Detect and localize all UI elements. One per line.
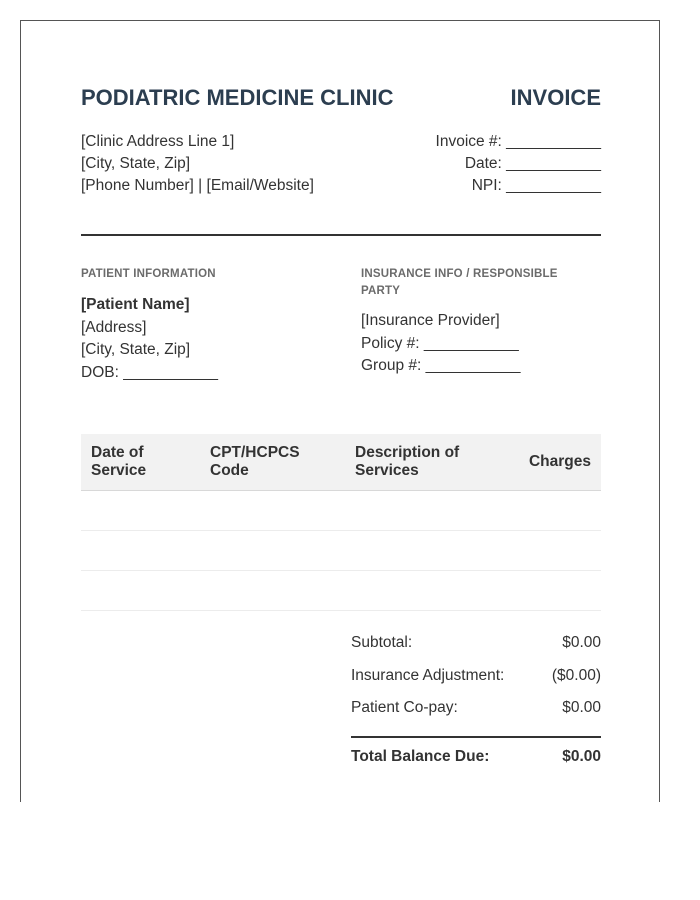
clinic-city-state-zip: [City, State, Zip] — [81, 155, 191, 172]
column-header-description: Description of Services — [345, 434, 505, 490]
table-row — [81, 570, 601, 610]
patient-name: [Patient Name] — [81, 296, 190, 313]
insurance-adjustment-value: ($0.00) — [551, 666, 601, 684]
insurance-provider: [Insurance Provider] — [361, 312, 500, 329]
invoice-number-field: Invoice #: ___________ — [435, 133, 601, 150]
subtotal-row — [351, 632, 601, 665]
table-cell — [200, 490, 345, 530]
invoice-page — [20, 20, 660, 802]
table-header-row — [81, 434, 601, 490]
copay-label: Patient Co-pay: — [351, 699, 458, 716]
total-balance-label: Total Balance Due: — [351, 747, 490, 765]
patient-dob: DOB: ___________ — [81, 363, 219, 381]
table-cell — [200, 570, 345, 610]
insurance-adjustment-label: Insurance Adjustment: — [351, 666, 505, 684]
patient-section-label: PATIENT INFORMATION — [81, 268, 216, 280]
table-cell — [200, 530, 345, 570]
invoice-header — [81, 85, 601, 115]
invoice-date-field: Date: ___________ — [464, 155, 601, 172]
insurance-label-line2: PARTY — [361, 285, 401, 297]
total-balance-row — [351, 748, 601, 778]
insurance-section-label — [361, 266, 601, 300]
table-cell — [345, 530, 505, 570]
insurance-label-line1: INSURANCE INFO / RESPONSIBLE — [361, 268, 558, 280]
table-cell — [81, 530, 200, 570]
copay-row — [351, 697, 601, 730]
table-cell — [81, 490, 200, 530]
table-cell — [505, 530, 601, 570]
clinic-address-line: [Clinic Address Line 1] — [81, 133, 235, 150]
npi-field: NPI: ___________ — [471, 177, 601, 194]
clinic-info — [81, 131, 314, 197]
header-divider — [81, 234, 601, 236]
subtotal-value: $0.00 — [562, 634, 601, 651]
copay-value: $0.00 — [562, 699, 601, 716]
subtotal-label: Subtotal: — [351, 634, 413, 651]
table-cell — [505, 570, 601, 610]
patient-address: [Address] — [81, 318, 147, 336]
patient-information — [81, 266, 331, 384]
column-header-date: Date of Service — [81, 434, 200, 490]
table-cell — [345, 490, 505, 530]
insurance-information — [361, 266, 601, 378]
column-header-code: CPT/HCPCS Code — [200, 434, 345, 490]
services-table — [81, 434, 601, 611]
document-title: INVOICE — [510, 85, 601, 110]
group-number-field: Group #: ___________ — [361, 357, 521, 374]
patient-city-state-zip: [City, State, Zip] — [81, 341, 191, 358]
total-balance-value: $0.00 — [562, 747, 601, 765]
table-row — [81, 530, 601, 570]
totals-divider — [351, 736, 601, 738]
totals-section — [351, 632, 601, 778]
table-row — [81, 490, 601, 530]
insurance-adjustment-row — [351, 665, 601, 698]
column-header-charges: Charges — [505, 434, 601, 490]
table-cell — [345, 570, 505, 610]
table-cell — [505, 490, 601, 530]
clinic-contact: [Phone Number] | [Email/Website] — [81, 177, 314, 194]
clinic-name: PODIATRIC MEDICINE CLINIC — [81, 85, 394, 110]
invoice-meta — [436, 131, 601, 197]
table-cell — [81, 570, 200, 610]
policy-number-field: Policy #: ___________ — [361, 334, 519, 352]
